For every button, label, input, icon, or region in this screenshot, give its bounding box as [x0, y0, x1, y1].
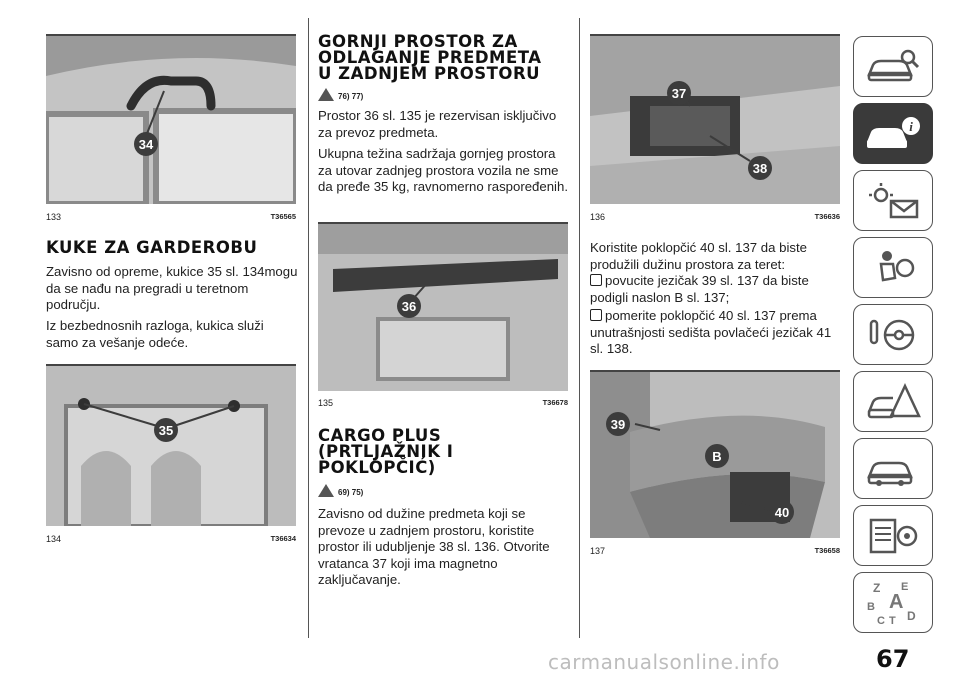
callout-39: 39 [610, 417, 626, 432]
figure-code: T36565 [270, 212, 296, 221]
car-warning-triangle-icon [865, 382, 921, 422]
paragraph-upper-2: Ukupna težina sadržaja gornjeg prostora za utovar zadnjeg prostora vozila ne sme da pređe 35 kg, ravnomerno raspoređenih. [318, 146, 568, 194]
tab-car-info[interactable] [853, 103, 933, 164]
figure-134-caption [46, 534, 296, 544]
list-item-2 [590, 308, 842, 358]
figure-136-caption [590, 212, 840, 222]
car-search-icon [865, 47, 921, 87]
figure-code: T36634 [270, 534, 296, 543]
warning-lights-icon [865, 181, 921, 221]
figure-137-caption [590, 546, 840, 556]
tab-technical-data[interactable] [853, 505, 933, 566]
car-info-icon [863, 114, 923, 154]
watermark-text: carmanualsonline.info [548, 650, 780, 674]
page-number: 67 [876, 645, 910, 673]
section-heading-cargo-plus [318, 428, 568, 476]
warning-reference [318, 88, 363, 101]
warning-triangle-icon [318, 484, 334, 497]
section-heading-upper-storage [318, 34, 568, 82]
checkbox-bullet-icon [590, 309, 602, 321]
tab-starting-driving[interactable] [853, 304, 933, 365]
tab-warning-lights[interactable] [853, 170, 933, 231]
figure-number: 135 [318, 398, 334, 408]
car-service-icon [865, 449, 921, 489]
index-letter: Z [873, 580, 881, 595]
tab-car-search[interactable] [853, 36, 933, 97]
figure-134-photo [46, 364, 296, 526]
warning-triangle-icon [318, 88, 334, 101]
heading-line: GORNJI PROSTOR ZA [318, 32, 518, 51]
figure-code: T36636 [814, 212, 840, 221]
airbag-person-icon [865, 248, 921, 288]
figure-number: 136 [590, 212, 606, 222]
tab-maintenance[interactable] [853, 438, 933, 499]
warning-ref-text: 69) 75) [338, 488, 364, 497]
figure-number: 134 [46, 534, 62, 544]
index-letter: D [907, 608, 916, 623]
section-heading-kuke: KUKE ZA GARDEROBU [46, 238, 258, 257]
checkbox-bullet-icon [590, 274, 602, 286]
list-item-text: pomerite poklopčić 40 sl. 137 prema unutrašnjosti sedišta povlačeći jezičak 41 sl. 138. [590, 308, 832, 356]
figure-135-caption [318, 398, 568, 408]
figure-137-photo [590, 370, 840, 538]
callout-35: 35 [158, 423, 174, 438]
column-divider-1 [308, 18, 309, 638]
figure-136-photo [590, 34, 840, 204]
heading-line: CARGO PLUS [318, 426, 442, 445]
index-letter: E [901, 580, 909, 593]
svg-text:i: i [909, 118, 913, 134]
warning-ref-text: 76) 77) [338, 92, 364, 101]
heading-line: POKLOPČIĆ) [318, 458, 436, 477]
paragraph-hooks-1: Zavisno od opreme, kukice 35 sl. 134mogu da se nađu na pregradi u teretnom području. [46, 264, 298, 312]
tab-index[interactable] [853, 572, 933, 633]
column-divider-2 [579, 18, 580, 638]
tab-emergency[interactable] [853, 371, 933, 432]
figure-code: T36678 [542, 398, 568, 407]
figure-code: T36658 [814, 546, 840, 555]
callout-40: 40 [774, 505, 790, 520]
callout-36: 36 [401, 299, 417, 314]
figure-133-caption [46, 212, 296, 222]
figure-135-photo [318, 222, 568, 391]
list-item-text: povucite jezičak 39 sl. 137 da biste podigli naslon B sl. 137; [590, 273, 809, 305]
index-letter: T [889, 614, 896, 627]
paragraph-right-1: Koristite poklopčić 40 sl. 137 da biste produžili dužinu prostora za teret: [590, 240, 807, 272]
list-item-1 [590, 273, 842, 306]
index-letter: C [877, 614, 885, 627]
tab-safety[interactable] [853, 237, 933, 298]
heading-line: U ZADNJEM PROSTORU [318, 64, 541, 83]
paragraph-upper-1: Prostor 36 sl. 135 je rezervisan isključivo za prevoz predmeta. [318, 108, 557, 140]
figure-number: 137 [590, 546, 606, 556]
heading-line: ODLAGANJE PREDMETA [318, 48, 542, 67]
callout-B: B [712, 449, 722, 464]
heading-line: (PRTLJAŽNIK I [318, 442, 454, 461]
specs-checklist-icon [865, 516, 921, 556]
figure-133-photo [46, 34, 296, 204]
steering-wheel-icon [865, 315, 921, 355]
warning-reference [318, 484, 363, 497]
alphabetical-index-icon [863, 578, 923, 628]
callout-37: 37 [671, 86, 687, 101]
index-letter: B [867, 600, 875, 613]
callout-34: 34 [138, 137, 154, 152]
callout-38: 38 [752, 161, 768, 176]
paragraph-hooks-2: Iz bezbednosnih razloga, kukica služi samo za vešanje odeće. [46, 318, 264, 350]
figure-number: 133 [46, 212, 62, 222]
index-letter: A [889, 590, 904, 613]
paragraph-cargo-1: Zavisno od dužine predmeta koji se prevoze u zadnjem prostoru, koristite prostor ili udubljenje 38 sl. 136. Otvorite vratanca 37 koji ima magnetno zaključavanje. [318, 506, 550, 587]
